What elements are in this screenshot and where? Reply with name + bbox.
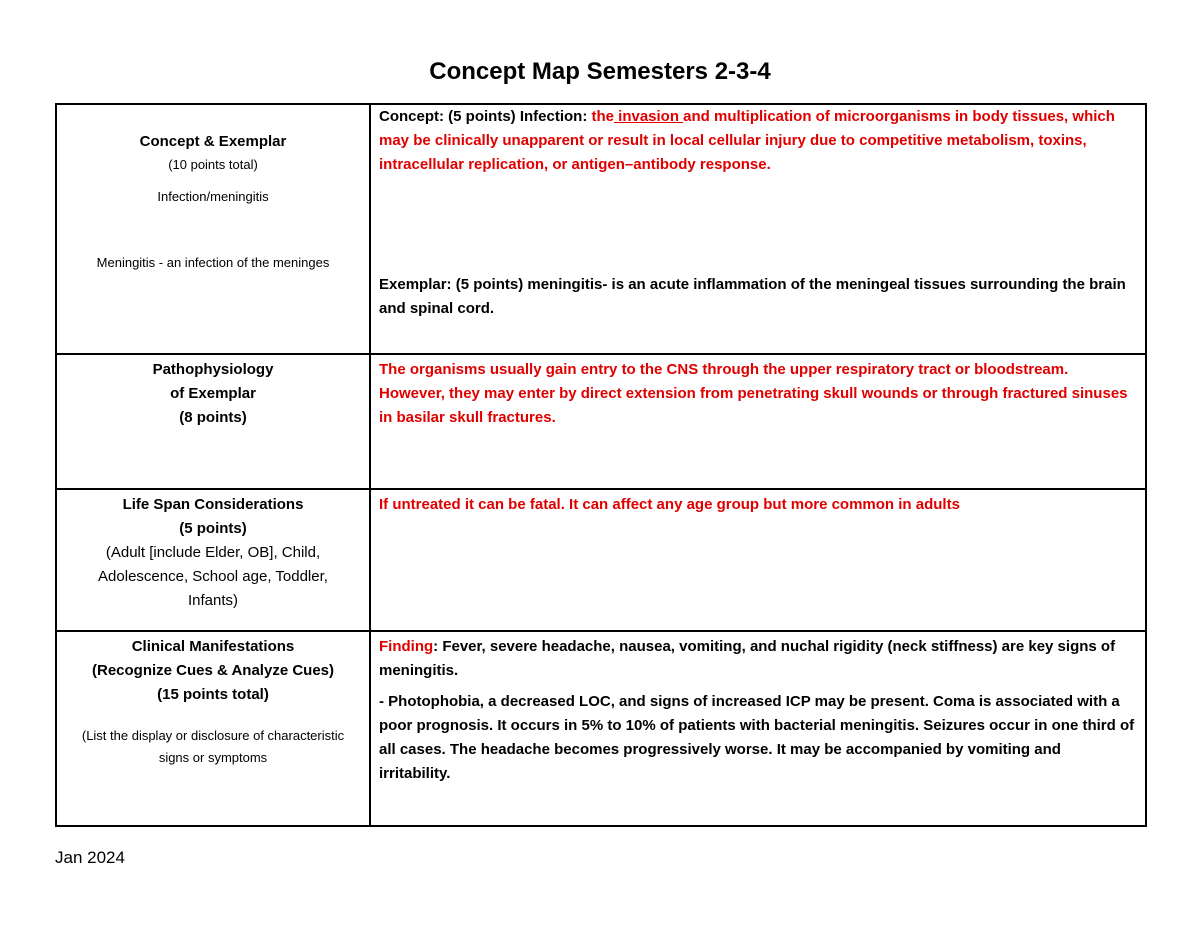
- cell-detail: (List the display or disclosure of characteristic signs or symptoms: [81, 728, 345, 765]
- cell-heading: Pathophysiology: [152, 361, 274, 378]
- cell-topic: Infection/meningitis: [157, 189, 269, 204]
- label-cell: [57, 490, 369, 630]
- cell-detail: (Adult [include Elder, OB], Child, Adolescence, School age, Toddler, Infants): [98, 544, 328, 609]
- manifestation-details: - Photophobia, a decreased LOC, and signs of increased ICP may be present. Coma is associated with a poor prognosis. It occurs in 5% to 10% of patients with bacterial meningitis. Seizures occur in one third of all cases. The headache becomes progressively worse. It may be accompanied by vomiting and irritability.: [379, 693, 1135, 782]
- content-cell: [379, 490, 1135, 630]
- finding-body: : Fever, severe headache, nausea, vomiting, and nuchal rigidity (neck stiffness) are key signs of meningitis.: [379, 638, 1116, 679]
- column-divider: [369, 632, 371, 825]
- finding-text: [379, 635, 1135, 683]
- cell-heading: Concept & Exemplar: [139, 133, 287, 150]
- column-divider: [369, 490, 371, 630]
- label-cell: [57, 632, 369, 825]
- cell-points: (10 points total): [168, 157, 258, 172]
- cell-heading: Life Span Considerations: [122, 496, 304, 513]
- cell-heading: Clinical Manifestations: [131, 638, 295, 655]
- content-cell: [379, 632, 1135, 825]
- table-row-clinical-manifestations: [57, 630, 1145, 825]
- concept-rest: and multiplication of microorganisms in body tissues, which may be clinically unapparent or result in local cellular injury due to competitive metabolism, toxins, intracellular replication, or antigen–antibody response.: [379, 108, 1115, 173]
- cell-points: (5 points): [179, 520, 247, 537]
- content-cell: [379, 355, 1135, 488]
- cell-note: Meningitis - an infection of the meninges: [96, 255, 330, 270]
- cell-subheading: of Exemplar: [170, 385, 256, 402]
- cell-points: (8 points): [179, 409, 247, 426]
- table-row-pathophysiology: [57, 353, 1145, 488]
- cell-subheading: (Recognize Cues & Analyze Cues): [92, 662, 334, 679]
- page-title: Concept Map Semesters 2-3-4: [429, 58, 771, 85]
- concept-label: Concept: (5 points) Infection:: [379, 108, 592, 125]
- content-cell: [379, 105, 1135, 353]
- concept-the: the: [591, 108, 614, 125]
- table-row-concept: [57, 105, 1145, 353]
- column-divider: [369, 105, 371, 353]
- column-divider: [369, 355, 371, 488]
- finding-label: Finding: [379, 638, 434, 655]
- label-cell: [57, 105, 369, 353]
- concept-definition: [379, 105, 1135, 177]
- table-row-life-span: [57, 488, 1145, 630]
- concept-invasion: invasion: [613, 108, 684, 125]
- footer-date: Jan 2024: [55, 848, 125, 867]
- life-span-text: If untreated it can be fatal. It can affect any age group but more common in adults: [379, 496, 960, 513]
- cell-points: (15 points total): [157, 686, 269, 703]
- pathophysiology-text: The organisms usually gain entry to the CNS through the upper respiratory tract or bloodstream. However, they may enter by direct extension from penetrating skull wounds or through fractured sinuses in basilar skull fractures.: [379, 361, 1128, 426]
- label-cell: [57, 355, 369, 488]
- concept-map-table: [55, 103, 1147, 827]
- exemplar-definition: Exemplar: (5 points) meningitis- is an acute inflammation of the meningeal tissues surrounding the brain and spinal cord.: [379, 276, 1126, 317]
